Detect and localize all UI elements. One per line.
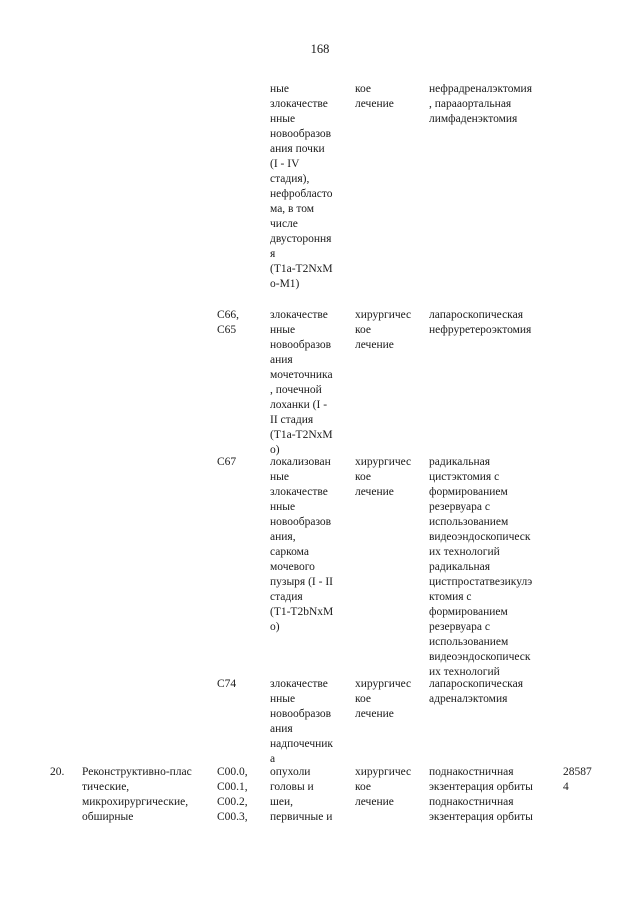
disease-model: локализован ные злокачестве нные новообразов ания, саркома мочевого пузыря (I - II стадия (T1-T2bNxM o) [270,456,334,633]
icd-code: C67 [217,456,237,468]
treatment-type: хирургичес кое лечение [355,309,412,351]
treatment-type: хирургичес кое лечение [355,766,412,808]
treatment-type: хирургичес кое лечение [355,456,412,498]
icd-code: C00.0, C00.1, C00.2, C00.3, [217,766,248,823]
treatment-method: нефрадреналэктомия , парааортальная лимфаденэктомия [429,83,533,125]
icd-code: C74 [217,678,237,690]
row-number: 20. [50,766,65,778]
treatment-method: поднакостничная экзентерация орбиты поднакостничная экзентерация орбиты [429,766,533,823]
disease-model: злокачестве нные новообразов ания надпочечник а [270,678,333,765]
page-number: 168 [310,42,330,56]
treatment-type: кое лечение [355,83,394,110]
disease-model: опухоли головы и шеи, первичные и [270,766,333,823]
icd-code: C66, C65 [217,309,240,336]
treatment-method: лапароскопическая адреналэктомия [429,678,523,705]
treatment-method: лапароскопическая нефруретероэктомия [429,309,532,336]
treatment-method: радикальная цистэктомия с формированием резервуара с использованием видеоэндоскопическ их технологий радикальная цистпростатвезикулэ ктомия с формированием резервуара с использованием видеоэндоскопическ их технологий [429,456,533,678]
disease-model: ные злокачестве нные новообразов ания почки (I - IV стадия), нефробласто ма, в том числе двустороння я (T1a-T2NxM o-M1) [270,83,333,290]
cost: 28587 4 [563,766,592,793]
treatment-type: хирургичес кое лечение [355,678,412,720]
care-type: Реконструктивно-плас тические, микрохирургические, обширные [82,766,192,823]
disease-model: злокачестве нные новообразов ания мочеточника , почечной лоханки (I - II стадия (T1a-T2NxM о) [270,309,333,456]
